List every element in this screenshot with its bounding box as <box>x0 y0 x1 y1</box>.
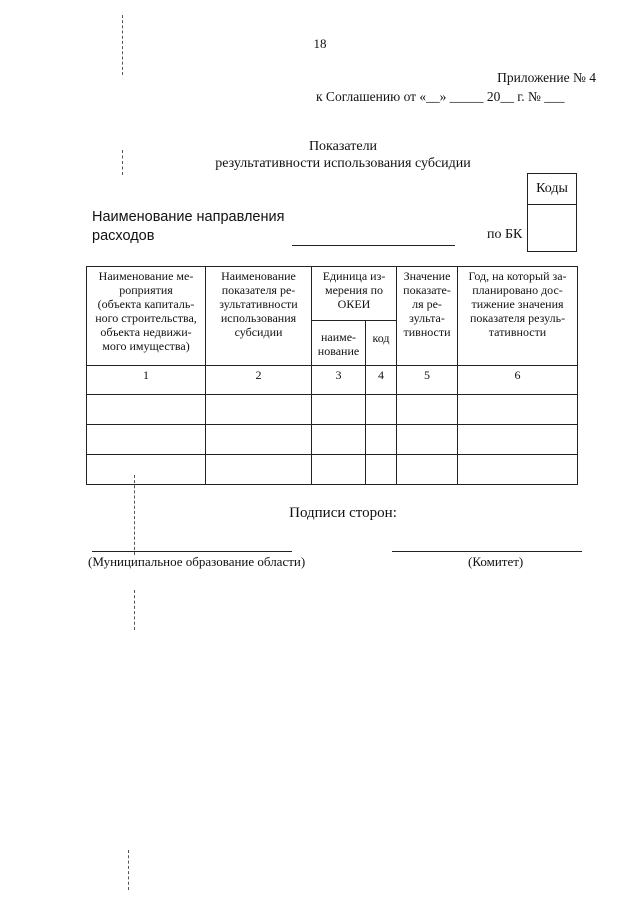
document-title <box>0 138 640 172</box>
table-row <box>87 455 578 485</box>
indicators-table <box>86 266 578 485</box>
table-cell[interactable] <box>366 425 397 455</box>
header-text-line: объекта недвижи- <box>100 325 192 339</box>
expense-direction-label <box>92 208 284 246</box>
header-text-line: Наименование <box>221 269 296 283</box>
codes-header: Коды <box>528 174 576 205</box>
header-text-line: планировано дос- <box>472 283 563 297</box>
header-text-line: тижение значения <box>471 297 564 311</box>
column-number: 5 <box>397 366 458 395</box>
table-cell[interactable] <box>87 425 206 455</box>
table-cell[interactable] <box>397 425 458 455</box>
margin-binding-line <box>128 850 129 890</box>
table-cell[interactable] <box>397 455 458 485</box>
header-text-line: роприятия <box>119 283 173 297</box>
header-indicator-name <box>206 267 312 366</box>
header-unit-code: код <box>366 320 397 365</box>
header-text-line: показателя ре- <box>221 283 296 297</box>
header-text-line: показателя резуль- <box>469 311 566 325</box>
table-cell[interactable] <box>366 395 397 425</box>
header-text-line: Год, на который за- <box>468 269 567 283</box>
column-number: 6 <box>458 366 578 395</box>
header-text-line: Значение <box>403 269 451 283</box>
table-cell[interactable] <box>458 425 578 455</box>
header-text-line: ОКЕИ <box>337 297 371 311</box>
header-text-line: зультативности <box>219 297 298 311</box>
codes-box <box>527 173 577 252</box>
table-cell[interactable] <box>206 455 312 485</box>
header-text-line: мерения по <box>324 283 384 297</box>
column-number: 2 <box>206 366 312 395</box>
table-cell[interactable] <box>312 395 366 425</box>
table-cell[interactable] <box>458 455 578 485</box>
header-unit-name <box>312 320 366 365</box>
table-cell[interactable] <box>206 395 312 425</box>
table-cell[interactable] <box>366 455 397 485</box>
table-cell[interactable] <box>397 395 458 425</box>
agreement-reference: к Соглашению от «__» _____ 20__ г. № ___ <box>316 89 565 104</box>
column-number: 4 <box>366 366 397 395</box>
header-text-line: показате- <box>403 283 451 297</box>
bk-label: по БК <box>487 227 523 242</box>
committee-signature-label: (Комитет) <box>468 554 524 569</box>
header-target-year <box>458 267 578 366</box>
expense-direction-field[interactable] <box>292 245 455 246</box>
table-cell[interactable] <box>87 395 206 425</box>
table-cell[interactable] <box>312 455 366 485</box>
table-cell[interactable] <box>458 395 578 425</box>
column-number: 3 <box>312 366 366 395</box>
committee-signature-line[interactable] <box>392 551 582 552</box>
table-row <box>87 425 578 455</box>
header-text-line: тативности <box>488 325 547 339</box>
header-event-name <box>87 267 206 366</box>
expense-direction-label-line: расходов <box>92 228 155 244</box>
municipality-signature-line[interactable] <box>92 551 292 552</box>
header-unit-group <box>312 267 397 321</box>
document-title-line: Показатели <box>308 139 378 154</box>
annex-title: Приложение № 4 <box>497 70 596 85</box>
codes-value-cell[interactable] <box>528 205 576 251</box>
page-number: 18 <box>313 36 327 51</box>
header-text-line: Единица из- <box>322 269 386 283</box>
header-indicator-value <box>397 267 458 366</box>
header-text-line: тивности <box>403 325 451 339</box>
header-text-line: (объекта капиталь- <box>97 297 195 311</box>
header-text-line: наиме- <box>320 329 357 344</box>
table-cell[interactable] <box>206 425 312 455</box>
header-text-line: мого имущества) <box>102 339 190 353</box>
header-text-line: ля ре- <box>412 297 442 311</box>
column-number-row <box>87 366 578 395</box>
column-number: 1 <box>87 366 206 395</box>
expense-direction-label-line: Наименование направления <box>92 209 285 225</box>
header-text-line: использования <box>220 311 297 325</box>
header-text-line: субсидии <box>234 325 283 339</box>
header-text-line: зульта- <box>409 311 445 325</box>
header-text-line: Наименование ме- <box>98 269 194 283</box>
header-text-line: нование <box>317 343 360 358</box>
margin-binding-line <box>134 590 135 630</box>
table-cell[interactable] <box>87 455 206 485</box>
municipality-signature-label: (Муниципальное образование области) <box>88 554 306 569</box>
table-cell[interactable] <box>312 425 366 455</box>
header-text-line: ного строительства, <box>95 311 197 325</box>
table-header-row <box>87 267 578 321</box>
signatures-heading: Подписи сторон: <box>289 505 397 521</box>
table-row <box>87 395 578 425</box>
document-title-line: результативности использования субсидии <box>215 156 471 171</box>
